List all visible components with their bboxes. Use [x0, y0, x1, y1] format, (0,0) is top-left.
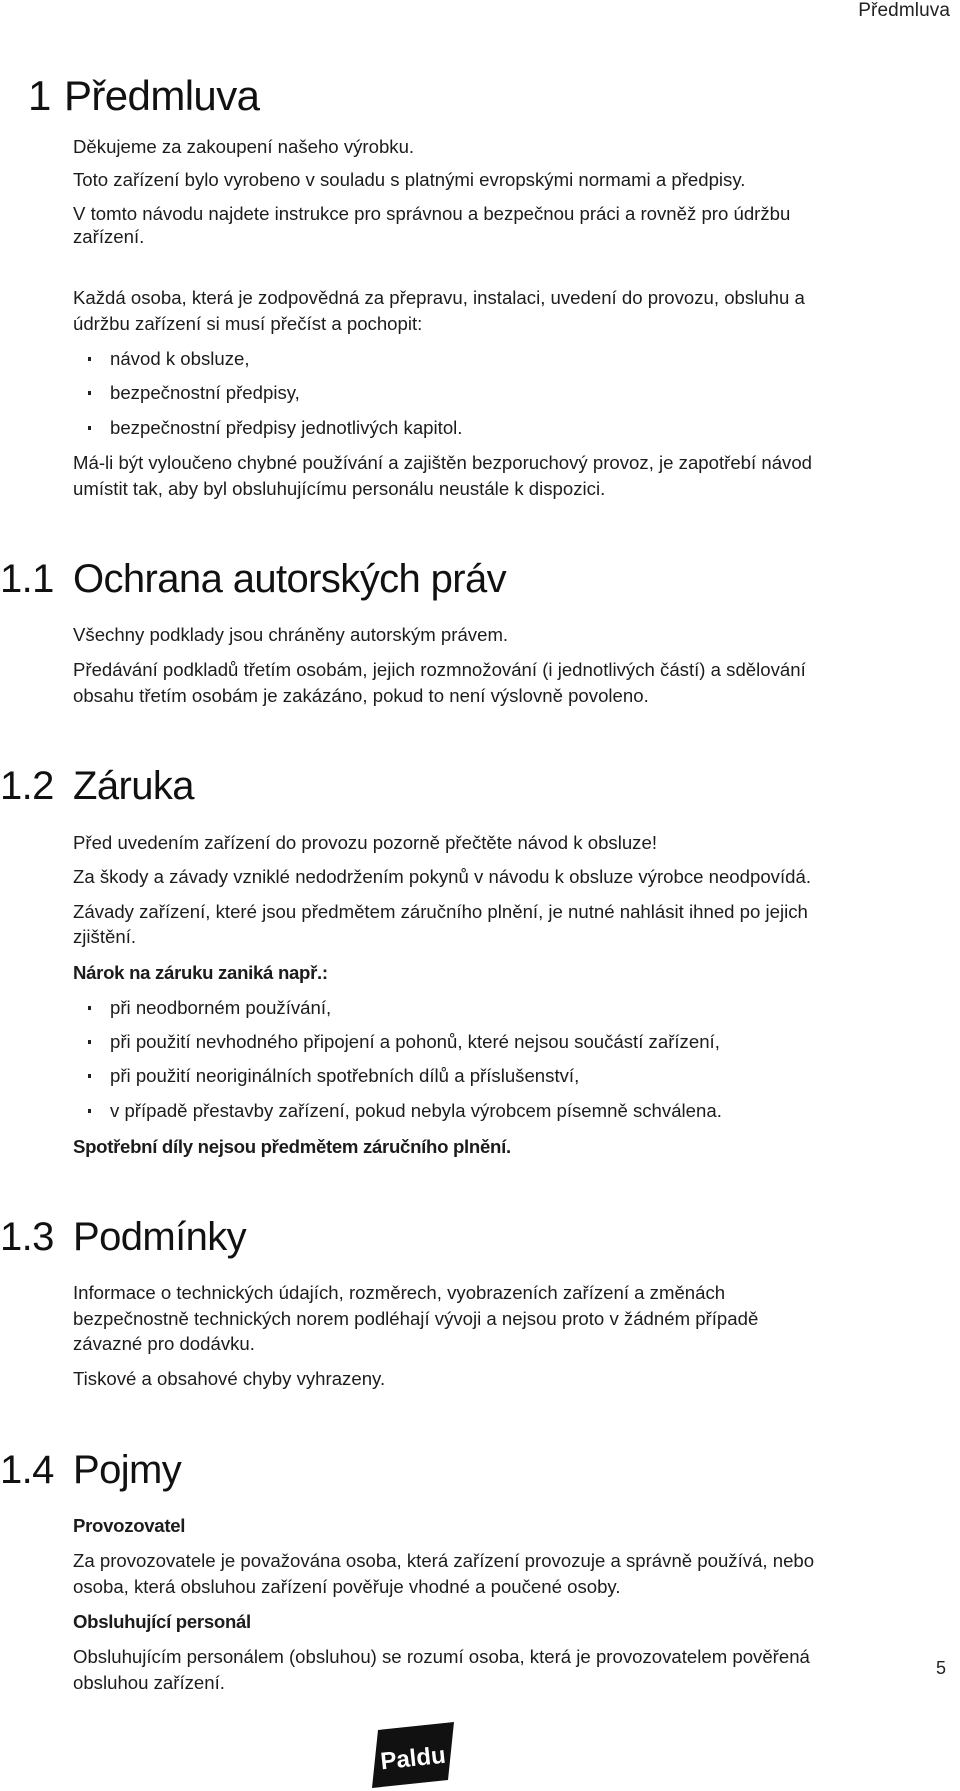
- bullet-icon: [88, 1074, 91, 1078]
- section-title: Podmínky: [73, 1215, 247, 1259]
- list-item: při použití nevhodného připojení a pohonů, které nejsou součástí zařízení,: [88, 1029, 720, 1055]
- paragraph: osoba, která obsluhou zařízení pověřuje vhodné a poučené osoby.: [73, 1576, 621, 1597]
- bullet-icon: [88, 391, 91, 395]
- paragraph: Toto zařízení bylo vyrobeno v souladu s platnými evropskými normami a předpisy.: [73, 169, 746, 190]
- section-title: Pojmy: [73, 1448, 182, 1492]
- paragraph: bezpečnostně technických norem podléhají vývoji a nejsou proto v žádném případě: [73, 1308, 759, 1329]
- list-item: návod k obsluze,: [88, 346, 250, 372]
- section-heading-1: [28, 72, 259, 120]
- paragraph: Tiskové a obsahové chyby vyhrazeny.: [73, 1368, 386, 1389]
- section-heading-1-4: [0, 1446, 181, 1494]
- paragraph: Závady zařízení, které jsou předmětem záručního plnění, je nutné nahlásit ihned po jejich: [73, 901, 808, 922]
- paragraph: Obsluhujícím personálem (obsluhou) se rozumí osoba, která je provozovatelem pověřená: [73, 1646, 810, 1667]
- section-number: 1.4: [0, 1448, 54, 1492]
- section-title: Záruka: [73, 764, 194, 808]
- list-item: při použití neoriginálních spotřebních dílů a příslušenství,: [88, 1063, 579, 1089]
- paragraph: Každá osoba, která je zodpovědná za přepravu, instalaci, uvedení do provozu, obsluhu a: [73, 287, 805, 308]
- paragraph: závazné pro dodávku.: [73, 1333, 255, 1354]
- list-item: bezpečnostní předpisy jednotlivých kapitol.: [88, 415, 462, 441]
- list-item: bezpečnostní předpisy,: [88, 380, 300, 406]
- logo-text: Paldu: [379, 1741, 447, 1776]
- bullet-icon: [88, 426, 91, 430]
- paragraph: Za provozovatele je považována osoba, která zařízení provozuje a správně používá, nebo: [73, 1550, 815, 1571]
- paragraph: Před uvedením zařízení do provozu pozorně přečtěte návod k obsluze!: [73, 832, 657, 853]
- section-heading-1-1: [0, 555, 506, 603]
- paragraph: zařízení.: [73, 226, 145, 247]
- paragraph: umístit tak, aby byl obsluhujícímu personálu neustále k dispozici.: [73, 478, 606, 499]
- claim-heading: Nárok na záruku zaniká např.:: [73, 962, 328, 983]
- section-heading-1-2: [0, 762, 194, 810]
- running-header: Předmluva: [858, 0, 950, 21]
- section-number: 1: [28, 72, 51, 119]
- section-number: 1.3: [0, 1215, 54, 1259]
- section-number: 1.2: [0, 764, 54, 808]
- paragraph: Všechny podklady jsou chráněny autorským právem.: [73, 624, 509, 645]
- paragraph: Má-li být vyloučeno chybné používání a zajištěn bezporuchový provoz, je zapotřebí návod: [73, 452, 813, 473]
- paragraph: Předávání podkladů třetím osobám, jejich rozmnožování (i jednotlivých částí) a sdělování: [73, 659, 806, 680]
- paragraph: Děkujeme za zakoupení našeho výrobku.: [73, 136, 415, 157]
- consumables-note: Spotřební díly nejsou předmětem záručního plnění.: [73, 1136, 511, 1157]
- term-heading: Provozovatel: [73, 1515, 186, 1536]
- paragraph: Informace o technických údajích, rozměrech, vyobrazeních zařízení a změnách: [73, 1282, 726, 1303]
- section-number: 1.1: [0, 557, 54, 601]
- paldu-logo: [368, 1722, 458, 1788]
- paragraph: obsahu třetím osobám je zakázáno, pokud to není výslovně povoleno.: [73, 685, 649, 706]
- term-heading: Obsluhující personál: [73, 1611, 251, 1632]
- bullet-icon: [88, 357, 91, 361]
- paragraph: zjištění.: [73, 926, 137, 947]
- list-item: v případě přestavby zařízení, pokud nebyla výrobcem písemně schválena.: [88, 1098, 722, 1124]
- section-heading-1-3: [0, 1213, 246, 1261]
- bullet-icon: [88, 1040, 91, 1044]
- section-title: Ochrana autorských práv: [73, 557, 507, 601]
- section-title: Předmluva: [64, 72, 260, 119]
- paragraph: obsluhou zařízení.: [73, 1672, 225, 1693]
- bullet-icon: [88, 1006, 91, 1010]
- paragraph: Za škody a závady vzniklé nedodržením pokynů v návodu k obsluze výrobce neodpovídá.: [73, 866, 811, 887]
- list-item: při neodborném používání,: [88, 995, 331, 1021]
- bullet-icon: [88, 1109, 91, 1113]
- paragraph: údržbu zařízení si musí přečíst a pochopit:: [73, 313, 423, 334]
- paragraph: V tomto návodu najdete instrukce pro správnou a bezpečnou práci a rovněž pro údržbu: [73, 203, 791, 224]
- page-number: 5: [935, 1658, 946, 1678]
